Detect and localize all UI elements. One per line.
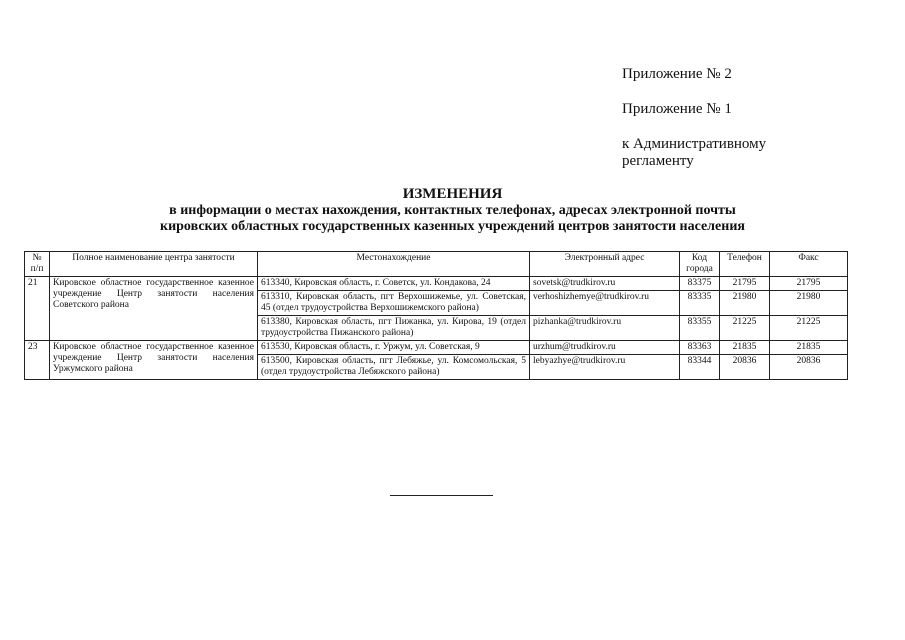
code-cell: 83344 (680, 355, 720, 380)
email-cell: urzhum@trudkirov.ru (530, 341, 680, 355)
table-row (25, 277, 848, 291)
closing-rule (390, 495, 493, 496)
fax-cell: 21980 (770, 291, 848, 316)
location-cell: 613380, Кировская область, пгт Пижанка, ул. Кирова, 19 (отдел трудоустройства Пижанского района) (258, 316, 530, 341)
header-name: Полное наименование центра занятости (50, 252, 258, 277)
document-subtitle-2: кировских областных государственных казенных учреждений центров занятости населения (160, 219, 745, 234)
fax-cell: 20836 (770, 355, 848, 380)
annex-line-3: к Административному регламенту (622, 136, 767, 169)
location-cell: 613340, Кировская область, г. Советск, ул. Кондакова, 24 (258, 277, 530, 291)
phone-cell: 21795 (720, 277, 770, 291)
phone-cell: 21980 (720, 291, 770, 316)
email-cell: lebyazhye@trudkirov.ru (530, 355, 680, 380)
header-num: № п/п (25, 252, 50, 277)
table-header-row (25, 252, 848, 277)
document-title: ИЗМЕНЕНИЯ (402, 186, 503, 202)
location-cell: 613530, Кировская область, г. Уржум, ул. Советская, 9 (258, 341, 530, 355)
center-name: Кировское областное государственное казенное учреждение Центр занятости населения Советского района (50, 277, 258, 341)
code-cell: 83335 (680, 291, 720, 316)
fax-cell: 21795 (770, 277, 848, 291)
email-cell: verhoshizhemye@trudkirov.ru (530, 291, 680, 316)
header-location: Местонахождение (258, 252, 530, 277)
header-code: Код города (680, 252, 720, 277)
phone-cell: 20836 (720, 355, 770, 380)
header-phone: Телефон (720, 252, 770, 277)
location-cell: 613500, Кировская область, пгт Лебяжье, ул. Комсомольская, 5 (отдел трудоустройства Лебяжского района) (258, 355, 530, 380)
annex-line-1: Приложение № 2 (622, 66, 732, 82)
fax-cell: 21835 (770, 341, 848, 355)
location-cell: 613310, Кировская область, пгт Верхошижемье, ул. Советская, 45 (отдел трудоустройства Верхошижемского района) (258, 291, 530, 316)
code-cell: 83363 (680, 341, 720, 355)
phone-cell: 21225 (720, 316, 770, 341)
row-num: 23 (25, 341, 50, 380)
header-fax: Факс (770, 252, 848, 277)
code-cell: 83355 (680, 316, 720, 341)
document-subtitle-1: в информации о местах нахождения, контактных телефонах, адресах электронной почты (169, 203, 736, 218)
header-email: Электронный адрес (530, 252, 680, 277)
phone-cell: 21835 (720, 341, 770, 355)
email-cell: sovetsk@trudkirov.ru (530, 277, 680, 291)
table-row (25, 341, 848, 355)
row-num: 21 (25, 277, 50, 341)
employment-centers-table (24, 251, 848, 380)
email-cell: pizhanka@trudkirov.ru (530, 316, 680, 341)
center-name: Кировское областное государственное казенное учреждение Центр занятости населения Уржумского района (50, 341, 258, 380)
code-cell: 83375 (680, 277, 720, 291)
annex-line-2: Приложение № 1 (622, 101, 732, 117)
fax-cell: 21225 (770, 316, 848, 341)
